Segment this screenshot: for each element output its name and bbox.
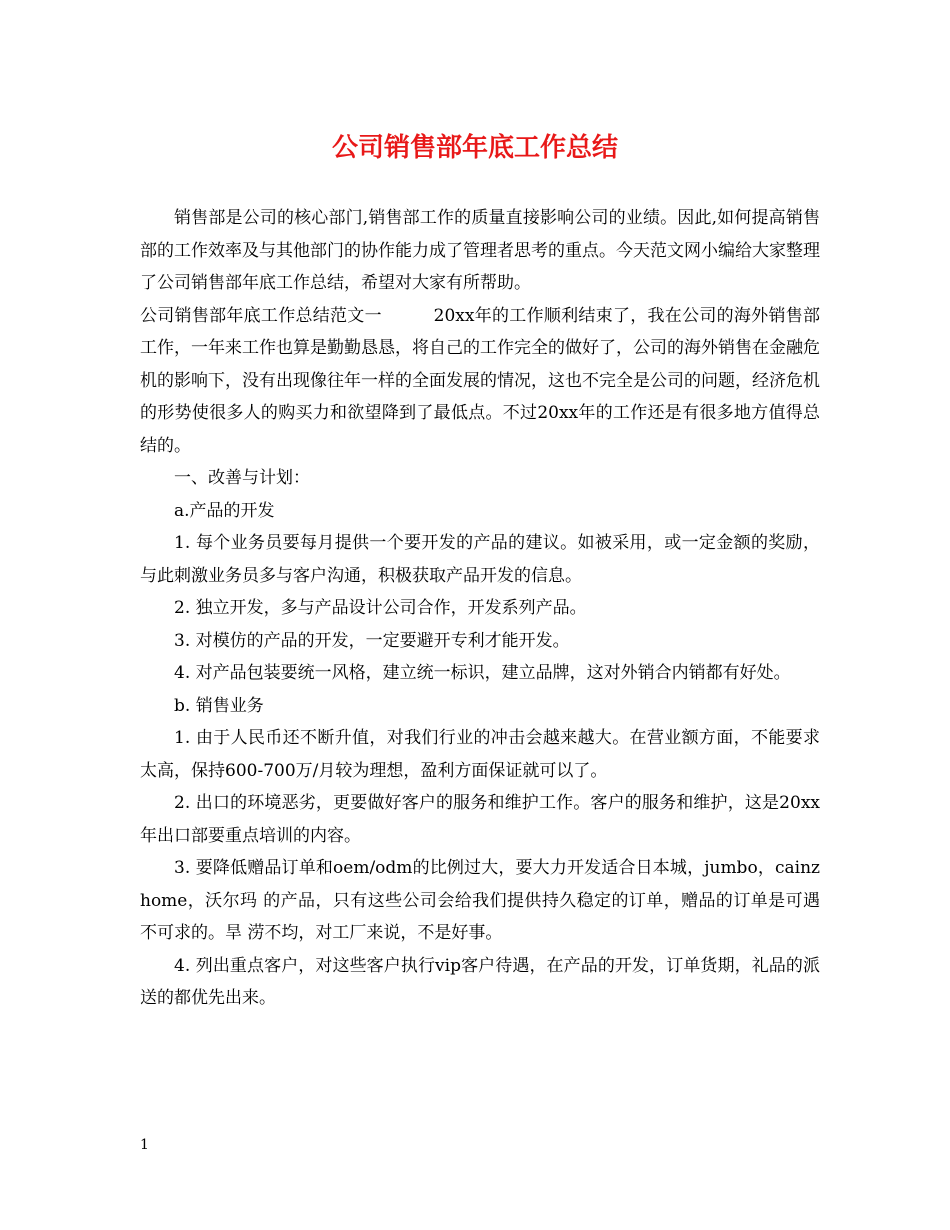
- list-item: 3. 要降低赠品订单和oem/odm的比例过大，要大力开发适合日本城，jumbo，cainz home，沃尔玛 的产品，只有这些公司会给我们提供持久稳定的订单，赠品的订单是可遇不可求的。旱 涝不均，对工厂来说，不是好事。: [140, 858, 820, 943]
- paragraph-sample-one: 公司销售部年底工作总结范文一 20xx年的工作顺利结束了，我在公司的海外销售部工作，一年来工作也算是勤勤恳恳，将自己的工作完全的做好了，公司的海外销售在金融危机的影响下，没有出现像往年一样的全面发展的情况，这也不完全是公司的问题，经济危机的形势使很多人的购买力和欲望降到了最低点。不过20xx年的工作还是有很多地方值得总结的。: [140, 305, 820, 456]
- list-item: 2. 独立开发，多与产品设计公司合作，开发系列产品。: [174, 598, 587, 618]
- list-item: 4. 对产品包装要统一风格，建立统一标识，建立品牌，这对外销合内销都有好处。: [174, 663, 791, 683]
- list-item: 1. 每个业务员要每月提供一个要开发的产品的建议。如被采用，或一定金额的奖励，与此刺激业务员多与客户沟通，积极获取产品开发的信息。: [140, 533, 820, 586]
- page-title: 公司销售部年底工作总结: [331, 133, 618, 163]
- page-number: 1: [140, 1137, 149, 1153]
- paragraph-intro: 销售部是公司的核心部门,销售部工作的质量直接影响公司的业绩。因此,如何提高销售部的工作效率及与其他部门的协作能力成了管理者思考的重点。今天范文网小编给大家整理了公司销售部年底工作总结，希望对大家有所帮助。: [140, 208, 820, 293]
- list-item: 2. 出口的环境恶劣，更要做好客户的服务和维护工作。客户的服务和维护，这是20xx年出口部要重点培训的内容。: [140, 793, 820, 846]
- subheading-product-development: a.产品的开发: [174, 500, 275, 521]
- document-body: [140, 202, 820, 1015]
- subheading-sales-business: b. 销售业务: [174, 695, 264, 716]
- list-item: 3. 对模仿的产品的开发，一定要避开专利才能开发。: [174, 630, 570, 651]
- list-item: 4. 列出重点客户，对这些客户执行vip客户待遇，在产品的开发，订单货期，礼品的派送的都优先出来。: [140, 955, 820, 1008]
- list-item: 1. 由于人民币还不断升值，对我们行业的冲击会越来越大。在营业额方面，不能要求太高，保持600-700万/月较为理想，盈利方面保证就可以了。: [140, 728, 820, 781]
- heading-improvement-plan: 一、改善与计划：: [174, 468, 310, 488]
